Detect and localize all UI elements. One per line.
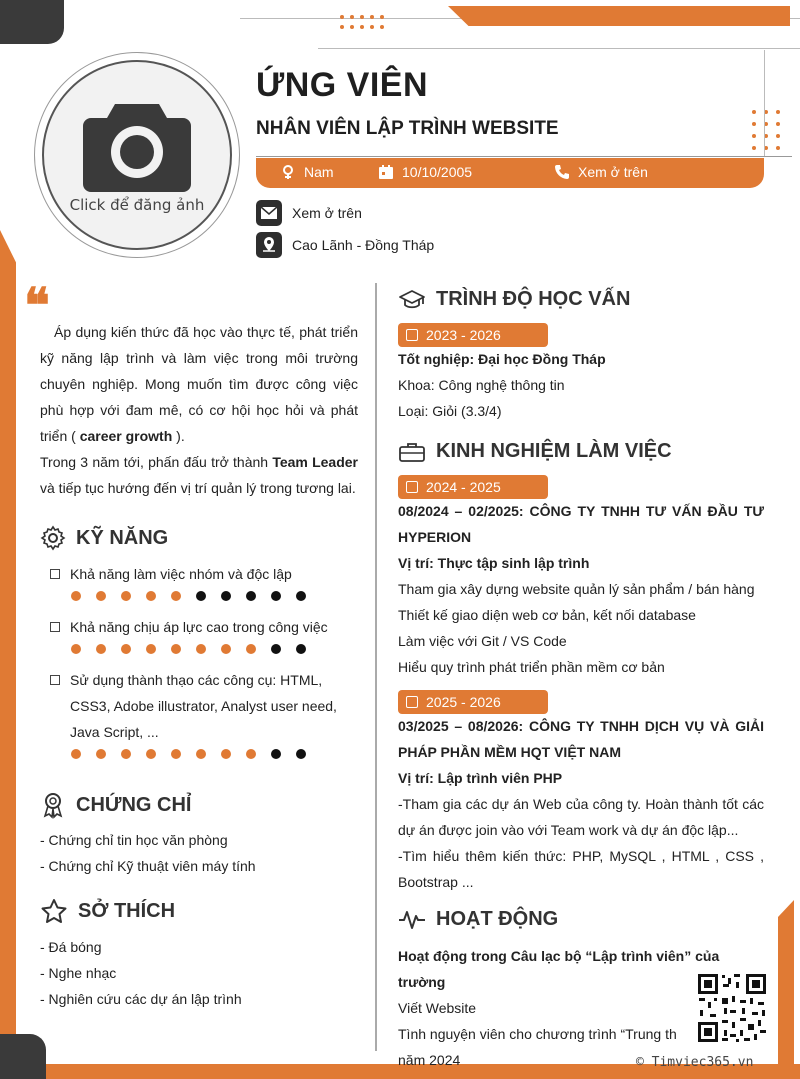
- pulse-icon: [398, 909, 426, 931]
- rating-dot: [296, 591, 306, 601]
- skill-item: Khả năng chịu áp lực cao trong công việc: [50, 614, 360, 640]
- rating-dot: [146, 749, 156, 759]
- rating-dot: [146, 644, 156, 654]
- job-period: 2024 - 2025: [398, 475, 548, 499]
- activity-heading: Hoạt động trong Câu lạc bộ “Lập trình viên” của trường: [398, 948, 720, 990]
- job-heading: 08/2024 – 02/2025: CÔNG TY TNHH TƯ VẤN ĐẦU TƯ HYPERION: [398, 503, 764, 545]
- activities-title: HOẠT ĐỘNG: [398, 908, 558, 931]
- education-title: TRÌNH ĐỘ HỌC VẤN: [398, 288, 630, 311]
- rating-dot: [146, 591, 156, 601]
- star-icon: [40, 898, 68, 924]
- job-detail: -Tìm hiểu thêm kiến thức: PHP, MySQL , HTML , CSS , Bootstrap ...: [398, 848, 764, 890]
- job-detail: Làm việc với Git / VS Code: [398, 633, 567, 649]
- watermark: © Timviec365.vn: [636, 1055, 754, 1070]
- education-details: [398, 346, 764, 424]
- gender-value: Nam: [304, 164, 334, 180]
- school: Tốt nghiệp: Đại học Đồng Tháp: [398, 351, 606, 367]
- rating-dot: [171, 644, 181, 654]
- skill-item: Sử dụng thành thạo các công cụ: HTML, CSS3, Adobe illustrator, Analyst user need, Java Script, ...: [50, 667, 360, 745]
- rating-dot: [121, 591, 131, 601]
- certificates-title: CHỨNG CHỈ: [40, 791, 191, 819]
- calendar-icon: [378, 164, 394, 180]
- bullet-icon: [50, 675, 60, 685]
- list-item: - Nghe nhạc: [40, 965, 117, 981]
- quote-icon: ❝: [24, 278, 50, 334]
- career-objective: Áp dụng kiến thức đã học vào thực tế, phát triển kỹ năng lập trình và làm việc trong môi trường chuyên nghiệp. Mong muốn tìm được công việc phù hợp với đam mê, có cơ hội học hỏi và phát triển ( career growth ). Trong 3 năm tới, phấn đấu trở thành Team Leader và tiếp tục hướng đến vị trí quản lý trong tương lai.: [40, 324, 358, 496]
- rating-dot: [196, 644, 206, 654]
- rating-dot: [296, 749, 306, 759]
- birthday-value: 10/10/2005: [402, 164, 473, 180]
- grade: Loại: Giỏi (3.3/4): [398, 403, 502, 419]
- skill-rating: [71, 644, 306, 654]
- experience-title: KINH NGHIỆM LÀM VIỆC: [398, 440, 672, 463]
- candidate-name: ỨNG VIÊN: [256, 66, 429, 104]
- rating-dot: [196, 749, 206, 759]
- rating-dot: [196, 591, 206, 601]
- address-row: [256, 232, 434, 258]
- header-line: [318, 48, 800, 49]
- rating-dot: [121, 644, 131, 654]
- job-title: NHÂN VIÊN LẬP TRÌNH WEBSITE: [256, 118, 559, 139]
- divider: [256, 156, 792, 157]
- rating-dot: [271, 644, 281, 654]
- rating-dot: [121, 749, 131, 759]
- job-role: Vị trí: Lập trình viên PHP: [398, 770, 563, 786]
- skill-item: Khả năng làm việc nhóm và độc lập: [50, 561, 360, 587]
- award-icon: [40, 791, 66, 819]
- dots-decoration: [340, 15, 384, 29]
- rating-dot: [246, 749, 256, 759]
- faculty: Khoa: Công nghệ thông tin: [398, 377, 565, 393]
- rating-dot: [221, 644, 231, 654]
- email-value: Xem ở trên: [292, 205, 362, 221]
- job-role: Vị trí: Thực tập sinh lập trình: [398, 555, 590, 571]
- rating-dot: [171, 749, 181, 759]
- right-accent-bar: [778, 900, 794, 1070]
- calendar-icon: [406, 329, 418, 341]
- header-band: [448, 6, 790, 26]
- rating-dot: [71, 591, 81, 601]
- certificates-list: [40, 827, 256, 879]
- corner-decoration-top: [0, 0, 64, 44]
- rating-dot: [246, 644, 256, 654]
- rating-dot: [271, 591, 281, 601]
- rating-dot: [246, 591, 256, 601]
- calendar-icon: [406, 481, 418, 493]
- calendar-icon: [406, 696, 418, 708]
- bullet-icon: [50, 569, 60, 579]
- job-detail: -Tham gia các dự án Web của công ty. Hoàn thành tốt các dự án được join vào với Team work và dự án độc lập...: [398, 796, 764, 838]
- education-period: 2023 - 2026: [398, 323, 548, 347]
- activity-line: Viết Website: [398, 1000, 477, 1016]
- rating-dot: [221, 591, 231, 601]
- activity-line: Tình nguyện viên cho chương trình “Trung th: [398, 1026, 677, 1042]
- email-row: [256, 200, 362, 226]
- rating-dot: [296, 644, 306, 654]
- rating-dot: [96, 591, 106, 601]
- photo-label: Click để đăng ảnh: [69, 196, 205, 214]
- list-item: - Nghiên cứu các dự án lập trình: [40, 991, 242, 1007]
- hobbies-title: SỞ THÍCH: [40, 898, 175, 924]
- column-divider: [375, 283, 377, 1051]
- list-item: - Chứng chỉ tin học văn phòng: [40, 832, 228, 848]
- camera-icon: [81, 96, 193, 192]
- job-detail: Tham gia xây dựng website quản lý sản phẩm / bán hàng: [398, 581, 755, 597]
- corner-decoration-bottom: [0, 1034, 46, 1079]
- photo-upload[interactable]: [42, 60, 232, 250]
- skill-rating: [71, 591, 306, 601]
- gender-icon: [280, 164, 296, 180]
- graduation-cap-icon: [398, 289, 426, 311]
- rating-dot: [71, 644, 81, 654]
- activity-line: năm 2024: [398, 1052, 461, 1068]
- job-entry: [398, 498, 764, 680]
- email-icon: [256, 200, 282, 226]
- rating-dot: [96, 749, 106, 759]
- phone-icon: [554, 164, 570, 180]
- job-heading: 03/2025 – 08/2026: CÔNG TY TNHH DỊCH VỤ VÀ GIẢI PHÁP PHẦN MỀM HQT VIỆT NAM: [398, 718, 764, 760]
- list-item: - Chứng chỉ Kỹ thuật viên máy tính: [40, 858, 256, 874]
- info-bar: [256, 158, 764, 188]
- address-value: Cao Lãnh - Đồng Tháp: [292, 237, 435, 253]
- list-item: - Đá bóng: [40, 939, 102, 955]
- rating-dot: [96, 644, 106, 654]
- job-detail: Thiết kế giao diện web cơ bản, kết nối database: [398, 607, 696, 623]
- rating-dot: [171, 591, 181, 601]
- phone-item: [554, 164, 648, 180]
- rating-dot: [221, 749, 231, 759]
- phone-value: Xem ở trên: [578, 164, 648, 180]
- divider: [764, 50, 765, 156]
- gender-item: [280, 164, 334, 180]
- hobbies-list: [40, 934, 242, 1012]
- skills-title: KỸ NĂNG: [40, 525, 168, 551]
- job-detail: Hiểu quy trình phát triển phần mềm cơ bản: [398, 659, 665, 675]
- location-icon: [256, 232, 282, 258]
- briefcase-icon: [398, 441, 426, 463]
- job-entry: [398, 713, 764, 895]
- rating-dot: [271, 749, 281, 759]
- dots-decoration: [752, 110, 780, 150]
- bullet-icon: [50, 622, 60, 632]
- qr-code: [696, 972, 768, 1044]
- gear-icon: [40, 525, 66, 551]
- skill-rating: [71, 749, 306, 759]
- rating-dot: [71, 749, 81, 759]
- birthday-item: [378, 164, 472, 180]
- job-period: 2025 - 2026: [398, 690, 548, 714]
- left-accent-bar: [0, 230, 16, 1040]
